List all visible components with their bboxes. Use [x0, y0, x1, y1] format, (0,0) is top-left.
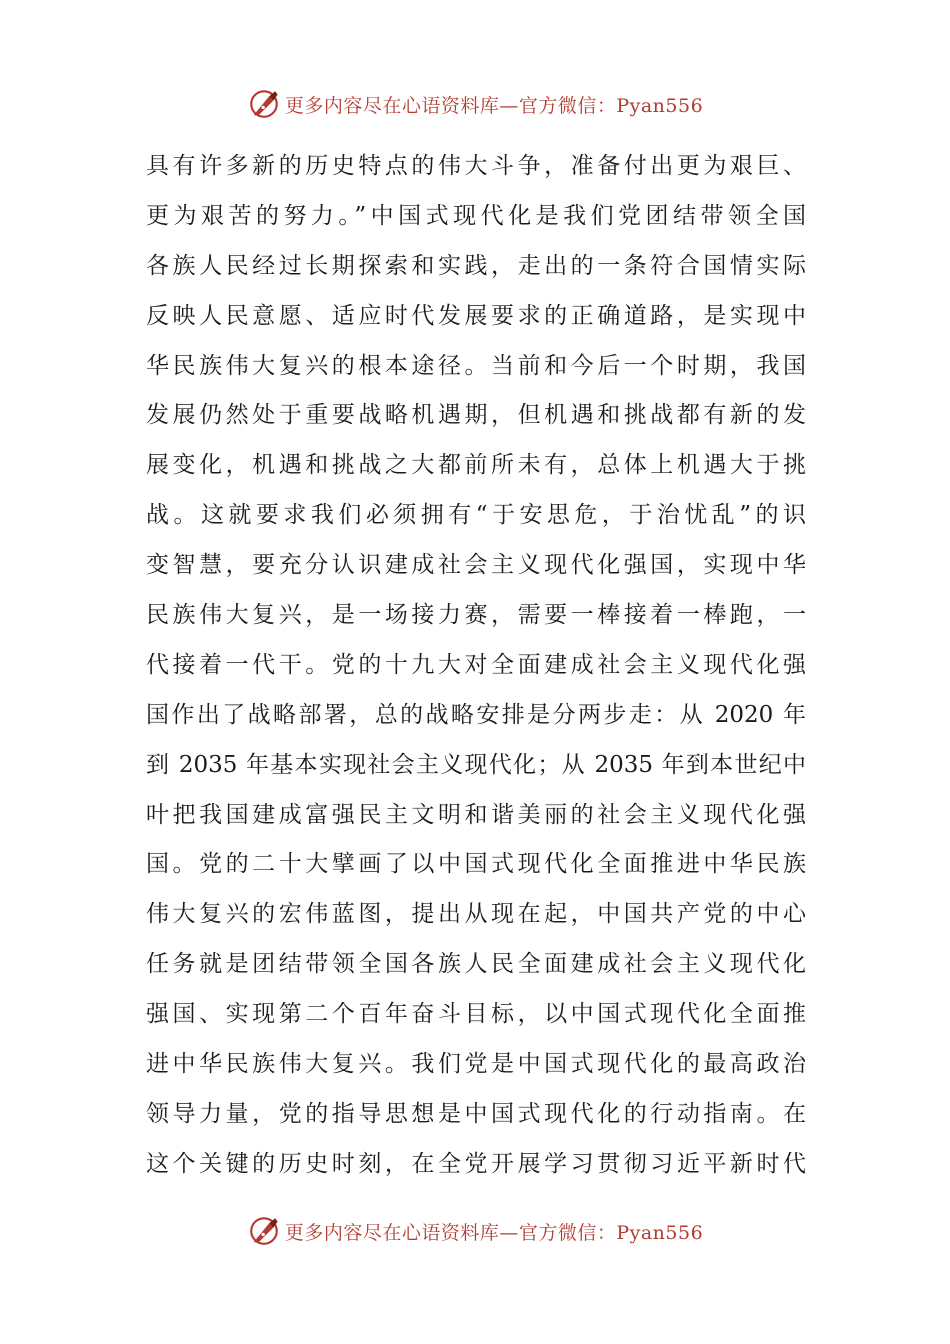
paragraph-line: 任务就是团结带领全国各族人民全面建成社会主义现代化 — [146, 951, 806, 978]
pen-nib-logo-icon — [247, 87, 281, 121]
paragraph-line: 更为艰苦的努力。”中国式现代化是我们党团结带领全国 — [146, 202, 806, 229]
paragraph-line: 展变化，机遇和挑战之大都前所未有，总体上机遇大于挑 — [146, 452, 806, 479]
paragraph-line: 国作出了战略部署，总的战略安排是分两步走：从 2020 年 — [146, 701, 806, 728]
paragraph-line: 这个关键的历史时刻，在全党开展学习贯彻习近平新时代 — [146, 1150, 806, 1177]
paragraph-line: 国。党的二十大擘画了以中国式现代化全面推进中华民族 — [146, 851, 806, 878]
paragraph-line: 伟大复兴的宏伟蓝图，提出从现在起，中国共产党的中心 — [146, 901, 806, 928]
paragraph-line: 到 2035 年基本实现社会主义现代化；从 2035 年到本世纪中 — [146, 751, 806, 778]
paragraph-line: 民族伟大复兴，是一场接力赛，需要一棒接着一棒跑，一 — [146, 602, 806, 629]
footer-banner — [0, 1211, 950, 1251]
document-body — [146, 142, 806, 1190]
paragraph-line: 各族人民经过长期探索和实践，走出的一条符合国情实际 — [146, 252, 806, 279]
paragraph-line: 战。这就要求我们必须拥有“于安思危，于治忧乱”的识 — [146, 502, 806, 529]
paragraph-line: 发展仍然处于重要战略机遇期，但机遇和挑战都有新的发 — [146, 402, 806, 429]
footer-banner-text: 更多内容尽在心语资料库—官方微信：Pyan556 — [284, 1221, 704, 1244]
header-banner-text: 更多内容尽在心语资料库—官方微信：Pyan556 — [284, 94, 704, 117]
pen-nib-logo-icon — [247, 1214, 281, 1248]
paragraph-line: 领导力量，党的指导思想是中国式现代化的行动指南。在 — [146, 1100, 806, 1127]
header-banner — [0, 84, 950, 124]
paragraph-line: 进中华民族伟大复兴。我们党是中国式现代化的最高政治 — [146, 1051, 806, 1078]
paragraph-line: 反映人民意愿、适应时代发展要求的正确道路，是实现中 — [146, 302, 806, 329]
paragraph-line: 叶把我国建成富强民主文明和谐美丽的社会主义现代化强 — [146, 801, 806, 828]
paragraph-line: 具有许多新的历史特点的伟大斗争，准备付出更为艰巨、 — [146, 153, 806, 179]
paragraph-line: 强国、实现第二个百年奋斗目标，以中国式现代化全面推 — [146, 1001, 806, 1028]
paragraph-line: 代接着一代干。党的十九大对全面建成社会主义现代化强 — [146, 651, 806, 678]
paragraph-line: 华民族伟大复兴的根本途径。当前和今后一个时期，我国 — [146, 352, 806, 379]
paragraph-line: 变智慧，要充分认识建成社会主义现代化强国，实现中华 — [146, 552, 806, 579]
